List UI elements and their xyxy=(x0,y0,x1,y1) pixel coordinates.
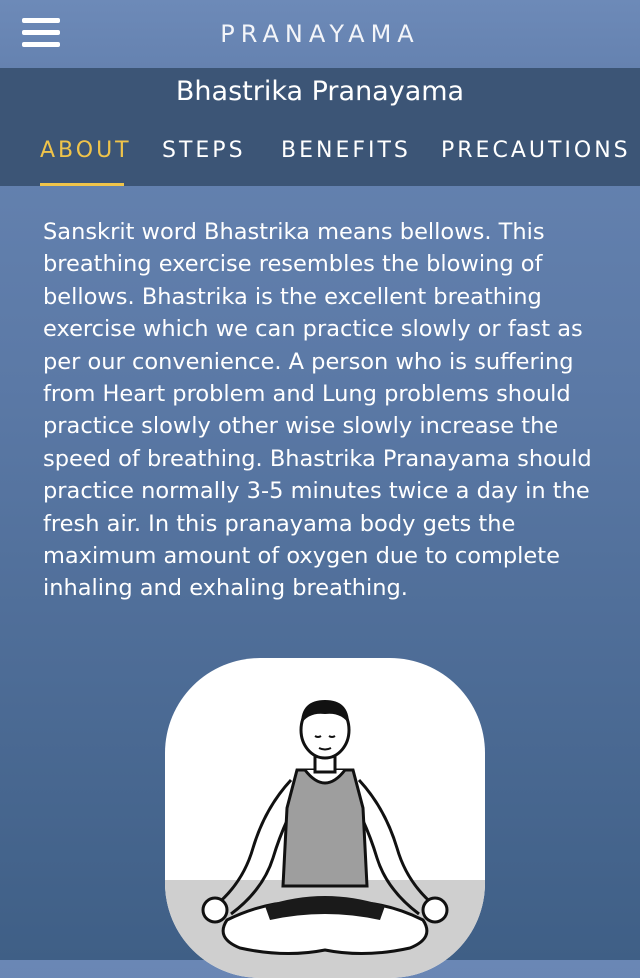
tab-bar xyxy=(0,138,640,186)
active-tab-indicator xyxy=(40,183,124,186)
about-text: Sanskrit word Bhastrika means bellows. This breathing exercise resembles the blowing of bellows. Bhastrika is the excellent breathing exercise which we can practice slowly or fast as per our convenience. A person who is suffering from Heart problem and Lung problems should practice slowly other wise slowly increase the speed of breathing. Bhastrika Pranayama should practice normally 3-5 minutes twice a day in the fresh air. In this pranayama body gets the maximum amount of oxygen due to complete inhaling and exhaling breathing. xyxy=(43,219,592,602)
pose-title: Bhastrika Pranayama xyxy=(175,76,465,107)
tab-benefits[interactable]: BENEFITS xyxy=(281,138,411,163)
app-title: PRANAYAMA xyxy=(220,20,420,48)
tab-about[interactable]: ABOUT xyxy=(40,138,132,163)
tab-steps[interactable]: STEPS xyxy=(162,138,246,163)
seated-meditation-figure-icon xyxy=(165,658,485,978)
tab-precautions[interactable]: PRECAUTIONS xyxy=(441,138,631,163)
pose-illustration xyxy=(165,658,485,978)
pose-header xyxy=(0,68,640,186)
top-app-bar xyxy=(0,0,640,68)
